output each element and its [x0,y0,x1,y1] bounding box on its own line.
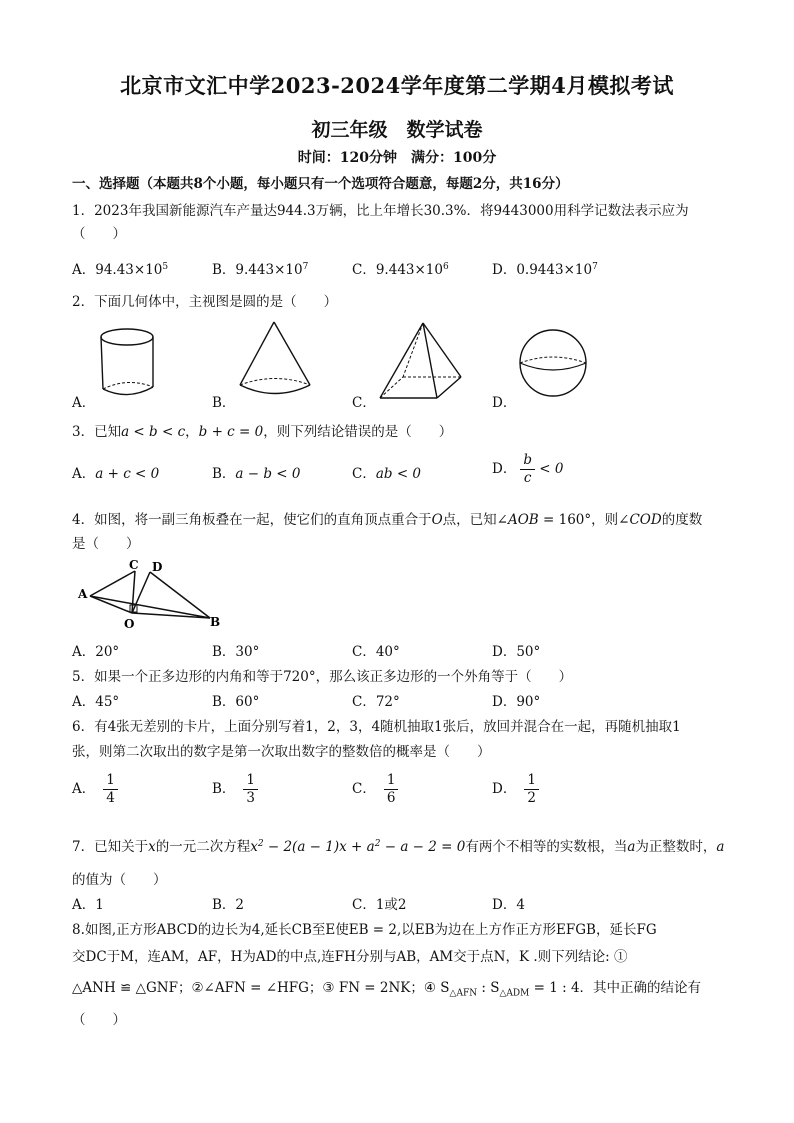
q6-option-c: C． $\frac{1}{6}$ [352,772,398,807]
q8-text-2: 交DC于M，连AM，AF，H为AD的中点,连FH分别与AB，AM交于点N，K .则下列结论: ① [72,949,628,965]
q7-option-a: A．1 [72,897,104,913]
triangle-figure [72,556,232,632]
q4-option-c: C．40° [352,644,400,660]
label-a: A [78,587,88,601]
q3-text: 3．已知a < b < c，b + c = 0，则下列结论错误的是（ ） [72,424,453,440]
cylinder-figure [95,325,165,401]
pyramid-figure [375,320,467,402]
q7-option-b: B．2 [212,897,245,913]
q2-option-a: A． [72,395,96,411]
label-d: D [152,560,163,574]
q1-text: 1．2023年我国新能源汽车产量达944.3万辆，比上年增长30.3%．将9443000用科学记数法表示应为 [72,203,689,219]
q1-option-c: C．$9.443\times 10^6$ [352,262,449,278]
q7-option-c: C．1或2 [352,897,407,913]
q6-text: 6．有4张无差别的卡片，上面分别写着1，2，3，4随机抽取1张后，放回并混合在一起，再随机抽取1 [72,719,681,735]
q8-text-3: △ANH ≌ △GNF；②∠AFN = ∠HFG；③ FN = 2NK；④ $S_{\triangle AFN}$ : $S_{\triangle ADM} = 1$ : 4．其中正确的结论有 [72,980,702,999]
q3-option-b: B．a − b < 0 [212,466,301,482]
q6-option-a: A． $\frac{1}{4}$ [72,772,118,807]
q8-text: 8.如图,正方形ABCD的边长为4,延长CB至E使EB = 2,以EB为边在上方作正方形EFGB，延长FG [72,922,657,938]
q3-option-c: C．ab < 0 [352,466,422,482]
label-o: O [124,617,135,631]
q1-option-d: D．$0.9443\times 10^7$ [492,262,598,278]
q1-paren: （ ） [72,226,126,242]
label-b: B [210,615,221,629]
exam-title: 北京市文汇中学2023-2024学年度第二学期4月模拟考试 [120,73,674,98]
q6-text-2: 张，则第二次取出的数字是第一次取出数字的整数倍的概率是（ ） [72,744,491,760]
q2-text: 2．下面几何体中，主视图是圆的是（ ） [72,294,338,310]
exam-subtitle: 初三年级 数学试卷 [311,119,483,141]
q4-option-b: B．30° [212,644,260,660]
q3-option-a: A．a + c < 0 [72,466,160,482]
q6-option-b: B． $\frac{1}{3}$ [212,772,258,807]
cone-figure [235,318,315,402]
q5-option-c: C．72° [352,694,400,710]
q4-option-d: D．50° [492,644,541,660]
q2-option-d: D． [492,395,517,411]
q7-text-2: 的值为（ ） [72,872,167,888]
label-c: C [129,558,139,572]
q3-option-d: D． $\frac{b}{c}$ < 0 [492,452,564,486]
q4-option-a: A．20° [72,644,120,660]
q1-option-b: B．$9.443\times 10^7$ [212,262,309,278]
q5-text: 5．如果一个正多边形的内角和等于720°，那么该正多边形的一个外角等于（ ） [72,669,573,685]
q5-option-b: B．60° [212,694,260,710]
q4-paren: 是（ ） [72,536,140,552]
q5-option-d: D．90° [492,694,541,710]
q6-option-d: D． $\frac{1}{2}$ [492,772,539,807]
sphere-figure [518,327,590,399]
q2-option-c: C． [352,395,376,411]
time-info: 时间：120分钟 满分：100分 [297,150,497,166]
q8-paren: （ ） [72,1012,126,1028]
q1-option-a: A．$94.43\times 10^5$ [72,262,169,278]
q4-text: 4．如图，将一副三角板叠在一起，使它们的直角顶点重合于O点，已知∠AOB = 160°，则∠COD的度数 [72,512,703,528]
q7-option-d: D．4 [492,897,525,913]
q2-option-b: B． [212,395,236,411]
q5-option-a: A．45° [72,694,120,710]
section-heading: 一、选择题（本题共8个小题，每小题只有一个选项符合题意，每题2分，共16分） [72,176,569,192]
q7-text: 7．已知关于x的一元二次方程$x^2 - 2(a - 1)x + a^2 - a - 2 = 0$有两个不相等的实数根，当a为正整数时，a [72,839,725,855]
